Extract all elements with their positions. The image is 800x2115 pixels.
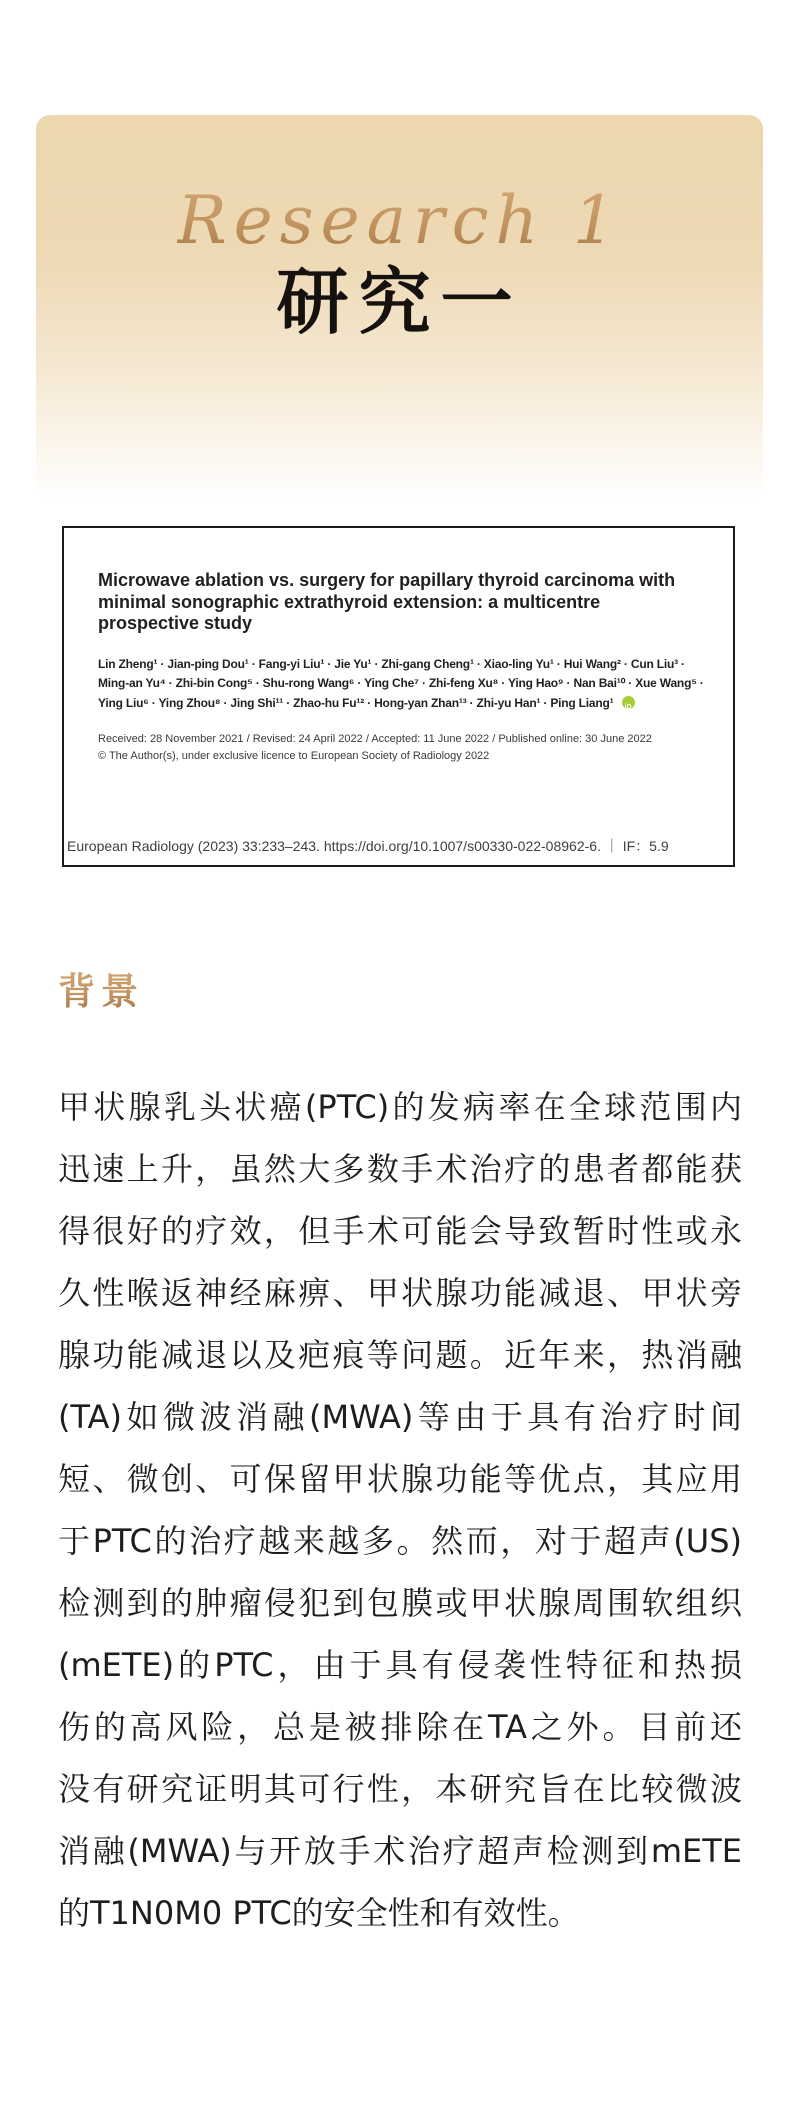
hero-banner <box>36 115 763 500</box>
hero-chinese-title: 研究一 <box>276 258 523 344</box>
orcid-icon-label: iD <box>624 703 632 711</box>
author-line-2: Ming-an Yu⁴ · Zhi-bin Cong⁵ · Shu-rong Wang⁶ · Ying Che⁷ · Zhi-feng Xu⁸ · Ying Hao⁹ · Nan Bai¹⁰ · Xue Wang⁵ · <box>98 676 704 691</box>
journal-citation-line: European Radiology (2023) 33:233–243. https://doi.org/10.1007/s00330-022-08962-6. ｜ IF：5.9 <box>67 838 669 855</box>
paper-citation-card <box>62 526 735 867</box>
section-heading-row <box>58 971 800 1012</box>
hero-english-title-row <box>36 115 763 258</box>
body-text-line: (mETE)的PTC，由于具有侵袭性特征和热损 <box>58 1645 742 1684</box>
background-paragraph <box>58 1076 742 1944</box>
author-line-1: Lin Zheng¹ · Jian-ping Dou¹ · Fang-yi Liu¹ · Jie Yu¹ · Zhi-gang Cheng¹ · Xiao-ling Yu¹ · Hui Wang² · Cun Liu³ · <box>98 656 685 671</box>
body-text-line: 腺功能减退以及疤痕等问题。近年来，热消融 <box>58 1335 742 1374</box>
body-text-line: 得很好的疗效，但手术可能会导致暂时性或永 <box>58 1211 742 1250</box>
section-heading-background: 背景 <box>58 969 144 1013</box>
body-text-line: 消融(MWA)与开放手术治疗超声检测到mETE <box>58 1831 742 1870</box>
received-dates-line: Received: 28 November 2021 / Revised: 24 April 2022 / Accepted: 11 June 2022 / Published online: 30 June 2022 <box>98 733 652 746</box>
body-text-line: 没有研究证明其可行性，本研究旨在比较微波 <box>58 1769 742 1808</box>
body-text-line: 检测到的肿瘤侵犯到包膜或甲状腺周围软组织 <box>58 1583 742 1622</box>
paper-title: Microwave ablation vs. surgery for papillary thyroid carcinoma with minimal sonographic extrathyroid extension: a multicentre prospective study <box>98 570 676 634</box>
paper-card-content <box>64 528 733 764</box>
body-text-line: 的T1N0M0 PTC的安全性和有效性。 <box>58 1893 580 1932</box>
author-line-3-text: Ying Liu⁶ · Ying Zhou⁸ · Jing Shi¹¹ · Zhao-hu Fu¹² · Hong-yan Zhan¹³ · Zhi-yu Han¹ · Ping Liang¹ <box>98 695 614 710</box>
body-text-line: (TA)如微波消融(MWA)等由于具有治疗时间 <box>58 1397 742 1436</box>
copyright-line: © The Author(s), under exclusive licence to European Society of Radiology 2022 <box>98 749 490 762</box>
paper-meta-block <box>98 731 723 764</box>
body-text-line: 短、微创、可保留甲状腺功能等优点，其应用 <box>58 1459 742 1498</box>
orcid-icon <box>622 696 635 709</box>
paper-author-list <box>98 655 723 713</box>
body-text-line: 久性喉返神经麻痹、甲状腺功能减退、甲状旁 <box>58 1273 742 1312</box>
body-text-line: 于PTC的治疗越来越多。然而，对于超声(US) <box>58 1521 742 1560</box>
body-text-line: 伤的高风险，总是被排除在TA之外。目前还 <box>58 1707 742 1746</box>
body-text-line: 甲状腺乳头状癌(PTC)的发病率在全球范围内 <box>58 1087 742 1126</box>
page <box>0 115 800 2115</box>
author-line-3 <box>98 694 723 713</box>
hero-english-title: Research 1 <box>176 182 623 259</box>
body-text-line: 迅速上升，虽然大多数手术治疗的患者都能获 <box>58 1149 742 1188</box>
